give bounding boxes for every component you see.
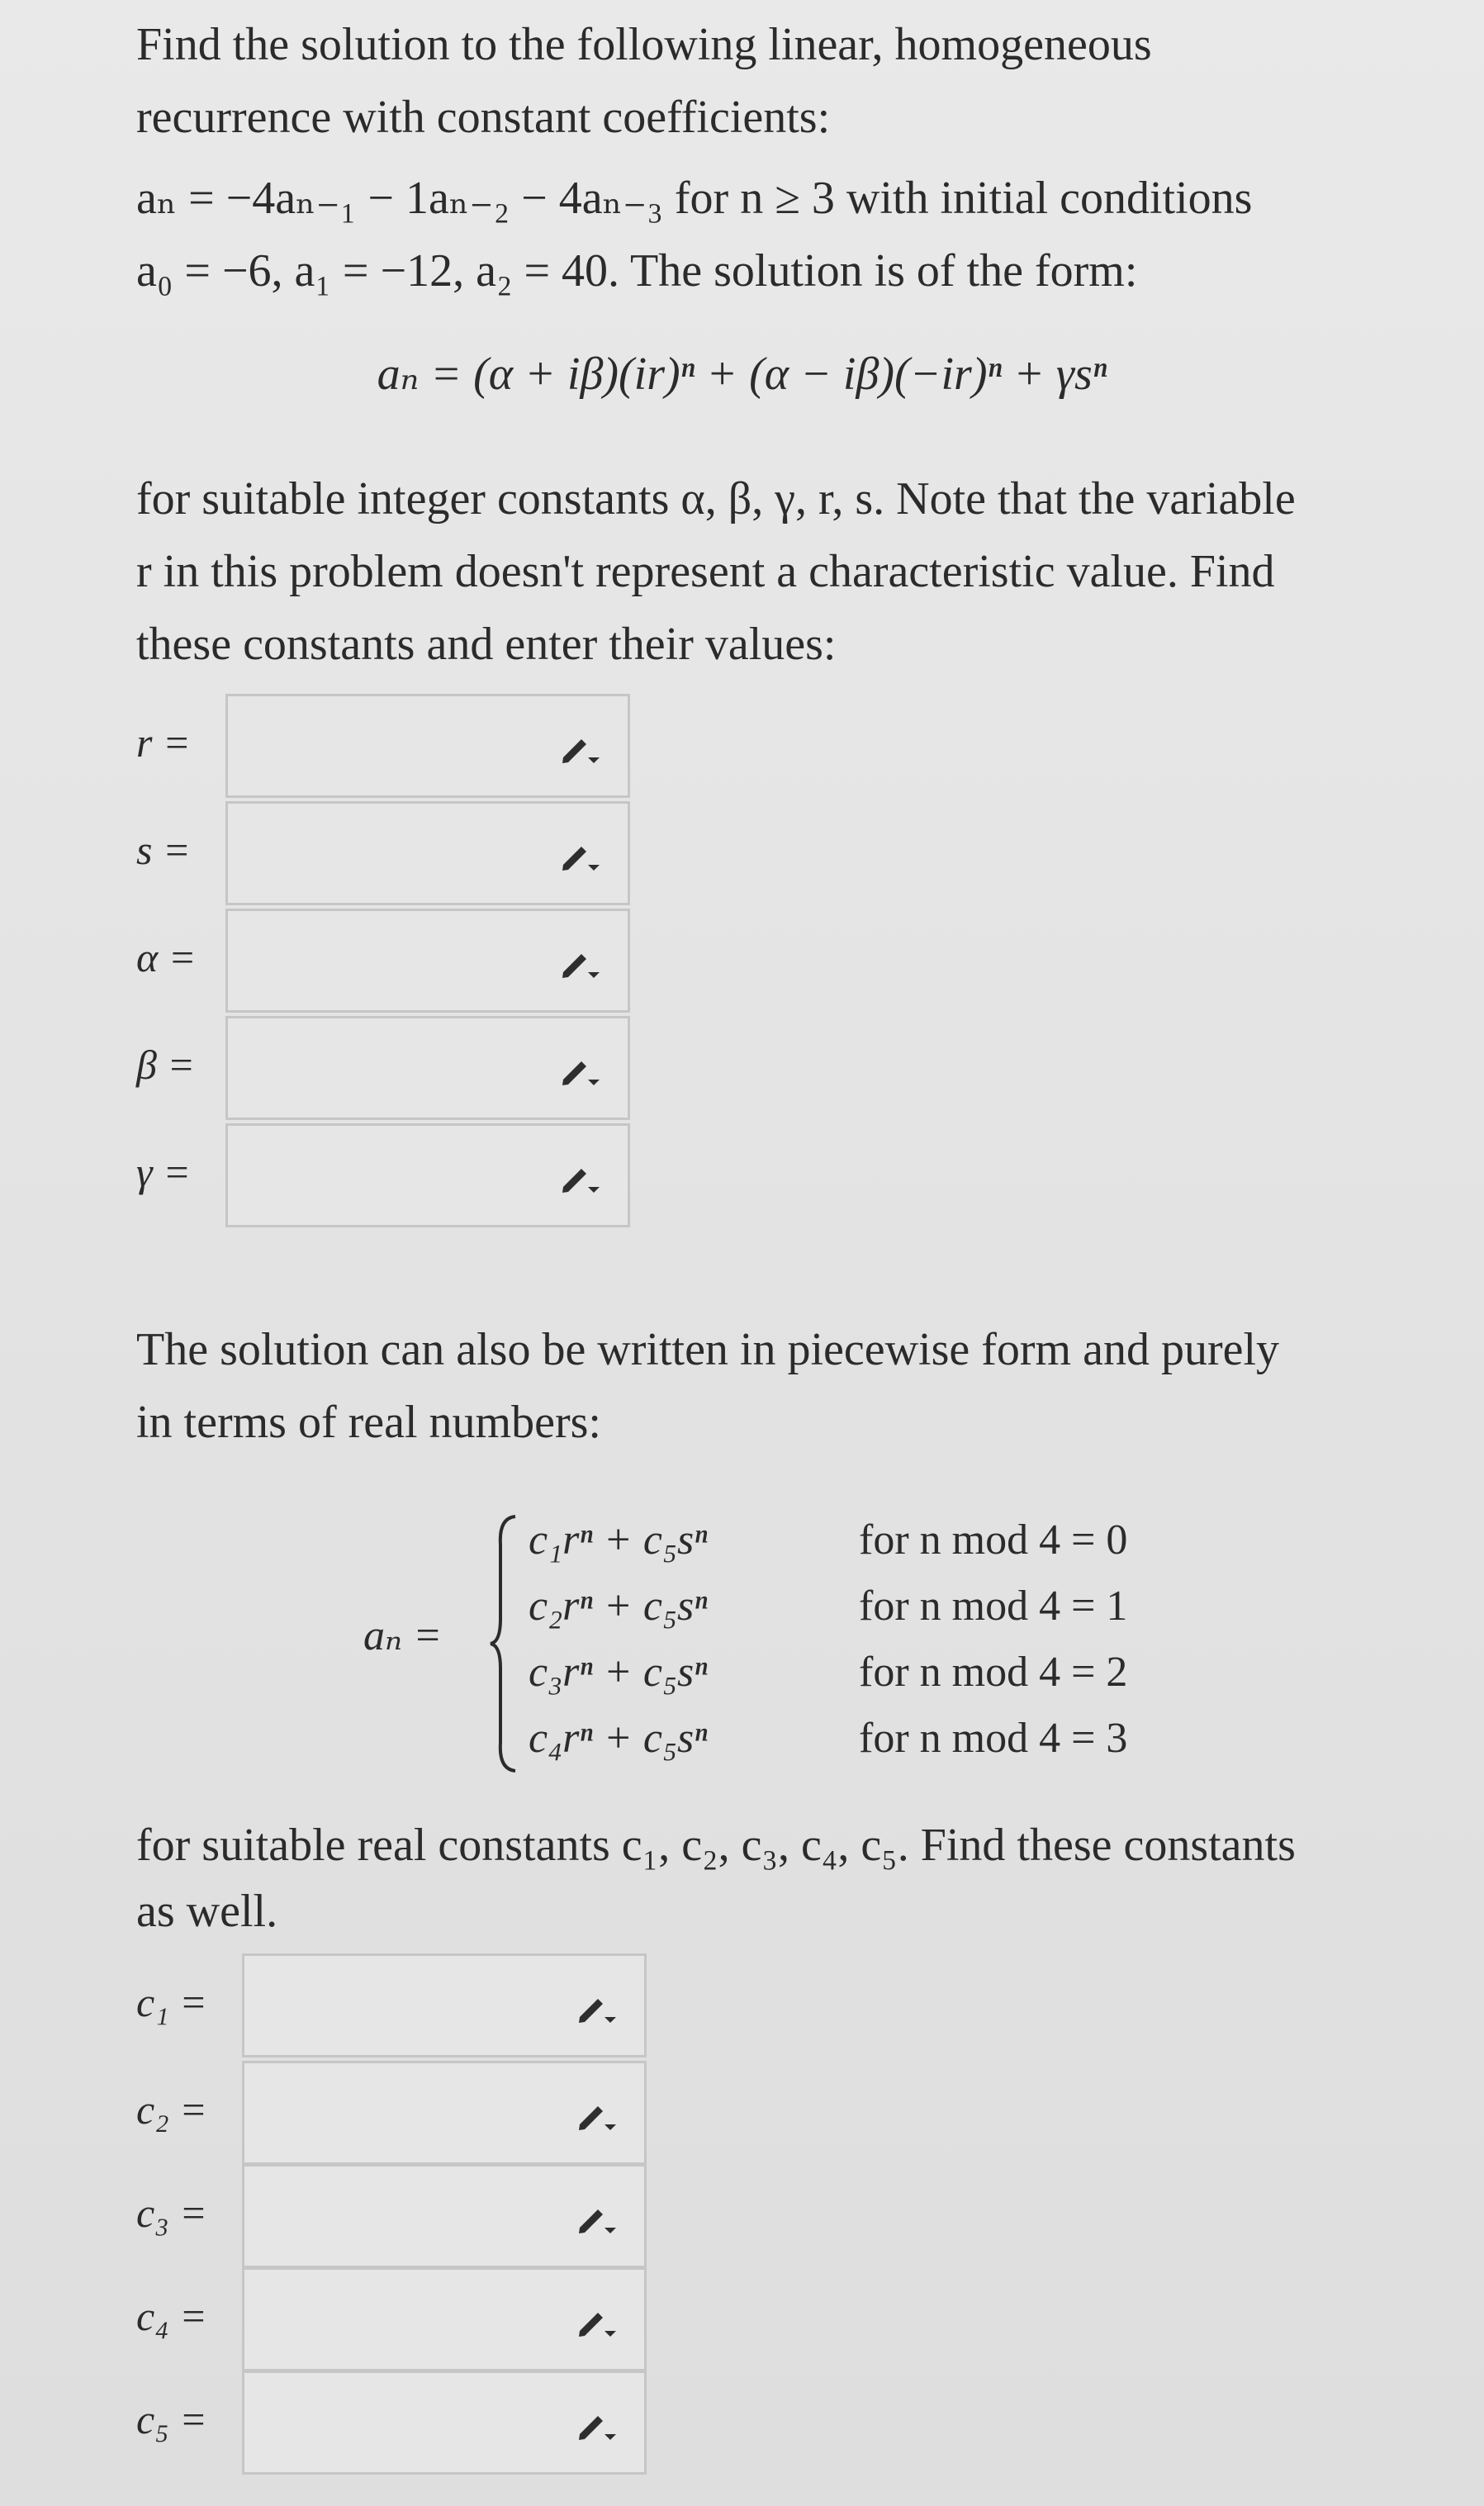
intro-line-1: Find the solution to the following linear, homogeneous bbox=[136, 19, 1152, 70]
pencil-icon[interactable] bbox=[560, 840, 603, 873]
piecewise-intro-2: in terms of real numbers: bbox=[136, 1397, 601, 1448]
field-label-r: r = bbox=[136, 719, 191, 766]
pencil-icon[interactable] bbox=[576, 2100, 619, 2133]
field-label-gamma: γ = bbox=[136, 1149, 191, 1195]
intro-line-2: recurrence with constant coefficients: bbox=[136, 92, 831, 143]
desc-line-2: r in this problem doesn't represent a characteristic value. Find bbox=[136, 546, 1275, 597]
pencil-icon[interactable] bbox=[560, 1162, 603, 1195]
case-expr-1: c₂rⁿ + c₅sⁿ bbox=[529, 1583, 708, 1630]
pencil-icon[interactable] bbox=[576, 2306, 619, 2339]
pencil-icon[interactable] bbox=[560, 733, 603, 766]
initial-conditions: a₀ = −6, a₁ = −12, a₂ = 40. The solution is of the form: bbox=[136, 245, 1138, 297]
case-expr-2: c₃rⁿ + c₅sⁿ bbox=[529, 1649, 708, 1696]
case-cond-1: for n mod 4 = 1 bbox=[859, 1583, 1128, 1630]
piecewise-intro-1: The solution can also be written in piecewise form and purely bbox=[136, 1324, 1280, 1375]
recurrence-relation: aₙ = −4aₙ₋₁ − 1aₙ₋₂ − 4aₙ₋₃ for n ≥ 3 with initial conditions bbox=[136, 173, 1253, 224]
c5-input[interactable] bbox=[242, 2371, 647, 2475]
left-brace bbox=[487, 1512, 520, 1776]
solution-form: aₙ = (α + iβ)(ir)ⁿ + (α − iβ)(−ir)ⁿ + γsⁿ bbox=[377, 349, 1107, 400]
field-s bbox=[136, 801, 665, 909]
field-label-c4: c₄ = bbox=[136, 2293, 207, 2339]
case-cond-2: for n mod 4 = 2 bbox=[859, 1649, 1128, 1696]
case-expr-3: c₄rⁿ + c₅sⁿ bbox=[529, 1715, 708, 1762]
c2-input[interactable] bbox=[242, 2061, 647, 2165]
pencil-icon[interactable] bbox=[576, 2203, 619, 2236]
field-c3 bbox=[136, 2164, 665, 2271]
field-label-c5: c₅ = bbox=[136, 2396, 207, 2442]
pencil-icon[interactable] bbox=[560, 947, 603, 980]
case-expr-0: c₁rⁿ + c₅sⁿ bbox=[529, 1516, 708, 1564]
case-cond-3: for n mod 4 = 3 bbox=[859, 1715, 1128, 1762]
field-label-c3: c₃ = bbox=[136, 2190, 207, 2236]
piecewise-lhs: aₙ = bbox=[363, 1612, 443, 1659]
r-input[interactable] bbox=[225, 694, 630, 798]
desc-line-1: for suitable integer constants α, β, γ, r, s. Note that the variable bbox=[136, 473, 1296, 524]
field-c1 bbox=[136, 1953, 665, 2061]
field-label-c2: c₂ = bbox=[136, 2086, 207, 2133]
field-c5 bbox=[136, 2371, 665, 2478]
field-label-c1: c₁ = bbox=[136, 1979, 207, 2025]
s-input[interactable] bbox=[225, 801, 630, 905]
field-label-s: s = bbox=[136, 827, 191, 873]
case-cond-0: for n mod 4 = 0 bbox=[859, 1516, 1128, 1564]
field-r bbox=[136, 694, 665, 801]
alpha-input[interactable] bbox=[225, 909, 630, 1013]
gamma-input[interactable] bbox=[225, 1123, 630, 1227]
field-label-beta: β = bbox=[136, 1042, 196, 1088]
c3-input[interactable] bbox=[242, 2164, 647, 2268]
field-alpha bbox=[136, 909, 665, 1016]
c4-input[interactable] bbox=[242, 2267, 647, 2371]
pencil-icon[interactable] bbox=[576, 2409, 619, 2442]
field-c2 bbox=[136, 2061, 665, 2168]
pencil-icon[interactable] bbox=[576, 1992, 619, 2025]
field-gamma bbox=[136, 1123, 665, 1231]
piecewise-outro-2: as well. bbox=[136, 1886, 278, 1937]
pencil-icon[interactable] bbox=[560, 1055, 603, 1088]
field-c4 bbox=[136, 2267, 665, 2375]
field-label-alpha: α = bbox=[136, 934, 197, 980]
beta-input[interactable] bbox=[225, 1016, 630, 1120]
desc-line-3: these constants and enter their values: bbox=[136, 619, 837, 670]
field-beta bbox=[136, 1016, 665, 1123]
c1-input[interactable] bbox=[242, 1953, 647, 2057]
piecewise-outro-1: for suitable real constants c₁, c₂, c₃, c₄, c₅. Find these constants bbox=[136, 1820, 1296, 1871]
